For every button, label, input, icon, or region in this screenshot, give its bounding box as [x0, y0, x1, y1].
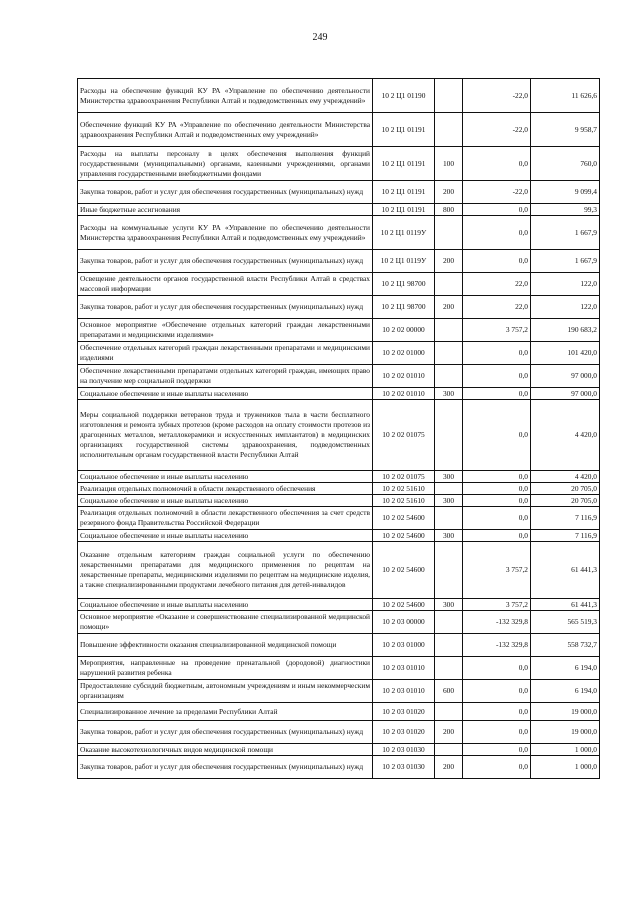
row-total: 19 000,0 — [531, 703, 600, 721]
row-total: 97 000,0 — [531, 388, 600, 400]
row-change: 0,0 — [463, 471, 531, 483]
row-change: 0,0 — [463, 530, 531, 542]
row-vr: 300 — [435, 471, 463, 483]
row-code: 10 2 03 01010 — [373, 657, 435, 680]
row-code: 10 2 Ц1 01190 — [373, 79, 435, 113]
row-code: 10 2 03 00000 — [373, 611, 435, 634]
row-vr: 300 — [435, 599, 463, 611]
budget-table-body — [78, 79, 600, 779]
row-total: 20 705,0 — [531, 483, 600, 495]
row-code: 10 2 02 01010 — [373, 365, 435, 388]
row-code: 10 2 Ц1 01191 — [373, 147, 435, 181]
row-total: 61 441,3 — [531, 599, 600, 611]
table-row — [78, 703, 600, 721]
row-change: 0,0 — [463, 703, 531, 721]
row-vr: 800 — [435, 204, 463, 216]
row-vr: 200 — [435, 250, 463, 273]
row-name: Реализация отдельных полномочий в области лекарственного обеспечения — [78, 483, 373, 495]
row-name: Оказание высокотехнологичных видов медицинской помощи — [78, 744, 373, 756]
row-vr: 200 — [435, 296, 463, 319]
table-row — [78, 507, 600, 530]
table-row — [78, 296, 600, 319]
row-name: Реализация отдельных полномочий в области лекарственного обеспечения за счет средств резервного фонда Правительства Российской Федерации — [78, 507, 373, 530]
row-vr — [435, 507, 463, 530]
row-change: 0,0 — [463, 204, 531, 216]
row-change: 0,0 — [463, 388, 531, 400]
row-code: 10 2 03 01020 — [373, 703, 435, 721]
row-name: Социальное обеспечение и иные выплаты населению — [78, 599, 373, 611]
row-name: Социальное обеспечение и иные выплаты населению — [78, 530, 373, 542]
row-total: 6 194,0 — [531, 657, 600, 680]
row-code: 10 2 Ц1 0119У — [373, 250, 435, 273]
table-row — [78, 365, 600, 388]
row-change: 0,0 — [463, 507, 531, 530]
row-vr: 300 — [435, 388, 463, 400]
row-name: Повышение эффективности оказания специализированной медицинской помощи — [78, 634, 373, 657]
row-total: 558 732,7 — [531, 634, 600, 657]
row-total: 61 441,3 — [531, 542, 600, 599]
budget-table — [77, 78, 600, 779]
row-total: 99,3 — [531, 204, 600, 216]
row-total: 7 116,9 — [531, 530, 600, 542]
row-total: 1 667,9 — [531, 216, 600, 250]
row-code: 10 2 02 54600 — [373, 599, 435, 611]
row-change: 0,0 — [463, 657, 531, 680]
row-code: 10 2 02 00000 — [373, 319, 435, 342]
table-row — [78, 319, 600, 342]
row-total: 6 194,0 — [531, 680, 600, 703]
table-row — [78, 483, 600, 495]
table-row — [78, 250, 600, 273]
table-row — [78, 79, 600, 113]
row-name: Расходы на обеспечение функций КУ РА «Управление по обеспечению деятельности Министерства здравоохранения Республики Алтай и подведомственных ему учреждений» — [78, 79, 373, 113]
table-row — [78, 216, 600, 250]
row-change: 0,0 — [463, 680, 531, 703]
row-name: Обеспечение лекарственными препаратами отдельных категорий граждан, имеющих право на получение мер социальной поддержки — [78, 365, 373, 388]
row-code: 10 2 02 54600 — [373, 530, 435, 542]
table-row — [78, 657, 600, 680]
row-total: 190 683,2 — [531, 319, 600, 342]
row-code: 10 2 Ц1 98700 — [373, 273, 435, 296]
row-total: 1 000,0 — [531, 756, 600, 779]
row-total: 1 667,9 — [531, 250, 600, 273]
row-change: 0,0 — [463, 744, 531, 756]
row-total: 4 420,0 — [531, 471, 600, 483]
row-vr: 200 — [435, 721, 463, 744]
row-vr: 300 — [435, 530, 463, 542]
row-name: Закупка товаров, работ и услуг для обеспечения государственных (муниципальных) нужд — [78, 756, 373, 779]
table-row — [78, 342, 600, 365]
row-vr — [435, 216, 463, 250]
row-total: 19 000,0 — [531, 721, 600, 744]
row-total: 20 705,0 — [531, 495, 600, 507]
row-name: Обеспечение отдельных категорий граждан лекарственными препаратами и медицинскими изделиями — [78, 342, 373, 365]
row-vr — [435, 273, 463, 296]
row-code: 10 2 03 01020 — [373, 721, 435, 744]
row-change: 0,0 — [463, 483, 531, 495]
row-code: 10 2 03 01030 — [373, 744, 435, 756]
row-change: 3 757,2 — [463, 599, 531, 611]
row-code: 10 2 02 54600 — [373, 507, 435, 530]
row-name: Специализированное лечение за пределами Республики Алтай — [78, 703, 373, 721]
table-row — [78, 388, 600, 400]
row-name: Закупка товаров, работ и услуг для обеспечения государственных (муниципальных) нужд — [78, 721, 373, 744]
row-name: Обеспечение функций КУ РА «Управление по обеспечению деятельности Министерства здравоохранения Республики Алтай и подведомственных ему учреждений» — [78, 113, 373, 147]
row-vr — [435, 79, 463, 113]
row-total: 11 626,6 — [531, 79, 600, 113]
row-total: 760,0 — [531, 147, 600, 181]
page-number: 249 — [312, 32, 328, 43]
row-name: Расходы на коммунальные услуги КУ РА «Управление по обеспечению деятельности Министерства здравоохранения Республики Алтай и подведомственных ему учреждений» — [78, 216, 373, 250]
row-change: -132 329,8 — [463, 611, 531, 634]
row-change: 0,0 — [463, 342, 531, 365]
row-code: 10 2 Ц1 01191 — [373, 113, 435, 147]
table-row — [78, 273, 600, 296]
row-change: 0,0 — [463, 721, 531, 744]
row-vr: 200 — [435, 756, 463, 779]
row-vr: 600 — [435, 680, 463, 703]
table-row — [78, 634, 600, 657]
row-change: 0,0 — [463, 495, 531, 507]
row-name: Закупка товаров, работ и услуг для обеспечения государственных (муниципальных) нужд — [78, 181, 373, 204]
row-code: 10 2 03 01000 — [373, 634, 435, 657]
table-row — [78, 495, 600, 507]
row-name: Социальное обеспечение и иные выплаты населению — [78, 471, 373, 483]
table-row — [78, 204, 600, 216]
row-vr: 200 — [435, 181, 463, 204]
row-code: 10 2 02 01075 — [373, 471, 435, 483]
row-name: Меры социальной поддержки ветеранов труда и тружеников тыла в части бесплатного изготовления и ремонта зубных протезов (кроме расходов на оплату стоимости протезов из драгоценных металлов, металлокерамики и искусственных имплантатов) в медицинских организациях государственной системы здравоохранения, подведомственных исполнительным органам государственной власти Республики Алтай — [78, 400, 373, 471]
row-code: 10 2 02 51610 — [373, 483, 435, 495]
table-row — [78, 756, 600, 779]
row-vr — [435, 319, 463, 342]
table-row — [78, 471, 600, 483]
row-code: 10 2 02 01000 — [373, 342, 435, 365]
row-code: 10 2 02 01010 — [373, 388, 435, 400]
row-code: 10 2 03 01010 — [373, 680, 435, 703]
row-name: Основное мероприятие «Оказание и совершенствование специализированной медицинской помощи» — [78, 611, 373, 634]
table-row — [78, 721, 600, 744]
row-total: 122,0 — [531, 273, 600, 296]
row-total: 4 420,0 — [531, 400, 600, 471]
row-name: Основное мероприятие «Обеспечение отдельных категорий граждан лекарственными препаратами и медицинскими изделиями» — [78, 319, 373, 342]
row-total: 1 000,0 — [531, 744, 600, 756]
row-vr — [435, 365, 463, 388]
row-change: 0,0 — [463, 365, 531, 388]
table-row — [78, 400, 600, 471]
row-code: 10 2 03 01030 — [373, 756, 435, 779]
row-change: -132 329,8 — [463, 634, 531, 657]
row-code: 10 2 02 51610 — [373, 495, 435, 507]
row-change: -22,0 — [463, 79, 531, 113]
row-vr — [435, 611, 463, 634]
row-name: Освещение деятельности органов государственной власти Республики Алтай в средствах массовой информации — [78, 273, 373, 296]
row-total: 9 958,7 — [531, 113, 600, 147]
table-row — [78, 181, 600, 204]
table-row — [78, 599, 600, 611]
row-total: 9 099,4 — [531, 181, 600, 204]
row-total: 97 000,0 — [531, 365, 600, 388]
row-change: -22,0 — [463, 113, 531, 147]
row-vr — [435, 483, 463, 495]
row-change: 22,0 — [463, 273, 531, 296]
row-name: Иные бюджетные ассигнования — [78, 204, 373, 216]
row-change: 0,0 — [463, 756, 531, 779]
table-row — [78, 530, 600, 542]
row-name: Предоставление субсидий бюджетным, автономным учреждениям и иным некоммерческим организациям — [78, 680, 373, 703]
row-vr: 300 — [435, 495, 463, 507]
row-total: 565 519,3 — [531, 611, 600, 634]
row-name: Оказание отдельным категориям граждан социальной услуги по обеспечению лекарственными препаратами для медицинского применения по рецептам на лекарственные препараты, медицинскими изделиями по рецептам на медицинские изделия, а также специализированными продуктами лечебного питания для детей-инвалидов — [78, 542, 373, 599]
row-code: 10 2 02 01075 — [373, 400, 435, 471]
row-change: -22,0 — [463, 181, 531, 204]
row-change: 3 757,2 — [463, 319, 531, 342]
row-vr — [435, 400, 463, 471]
row-code: 10 2 Ц1 98700 — [373, 296, 435, 319]
row-code: 10 2 02 54600 — [373, 542, 435, 599]
row-code: 10 2 Ц1 01191 — [373, 204, 435, 216]
row-vr — [435, 634, 463, 657]
table-row — [78, 542, 600, 599]
row-name: Закупка товаров, работ и услуг для обеспечения государственных (муниципальных) нужд — [78, 250, 373, 273]
row-vr — [435, 113, 463, 147]
table-row — [78, 611, 600, 634]
row-vr — [435, 744, 463, 756]
table-row — [78, 147, 600, 181]
row-name: Расходы на выплаты персоналу в целях обеспечения выполнения функций государственными (муниципальными) органами, казенными учреждениями, органами управления государственными внебюджетными фондами — [78, 147, 373, 181]
row-name: Социальное обеспечение и иные выплаты населению — [78, 388, 373, 400]
table-row — [78, 744, 600, 756]
row-name: Мероприятия, направленные на проведение пренатальной (дородовой) диагностики нарушений развития ребенка — [78, 657, 373, 680]
row-vr: 100 — [435, 147, 463, 181]
table-row — [78, 680, 600, 703]
row-vr — [435, 342, 463, 365]
row-code: 10 2 Ц1 0119У — [373, 216, 435, 250]
row-change: 0,0 — [463, 250, 531, 273]
table-row — [78, 113, 600, 147]
row-change: 0,0 — [463, 400, 531, 471]
row-name: Социальное обеспечение и иные выплаты населению — [78, 495, 373, 507]
row-total: 101 420,0 — [531, 342, 600, 365]
row-total: 7 116,9 — [531, 507, 600, 530]
row-vr — [435, 703, 463, 721]
row-change: 3 757,2 — [463, 542, 531, 599]
row-change: 0,0 — [463, 147, 531, 181]
row-total: 122,0 — [531, 296, 600, 319]
row-vr — [435, 657, 463, 680]
row-change: 22,0 — [463, 296, 531, 319]
row-change: 0,0 — [463, 216, 531, 250]
row-vr — [435, 542, 463, 599]
row-code: 10 2 Ц1 01191 — [373, 181, 435, 204]
row-name: Закупка товаров, работ и услуг для обеспечения государственных (муниципальных) нужд — [78, 296, 373, 319]
